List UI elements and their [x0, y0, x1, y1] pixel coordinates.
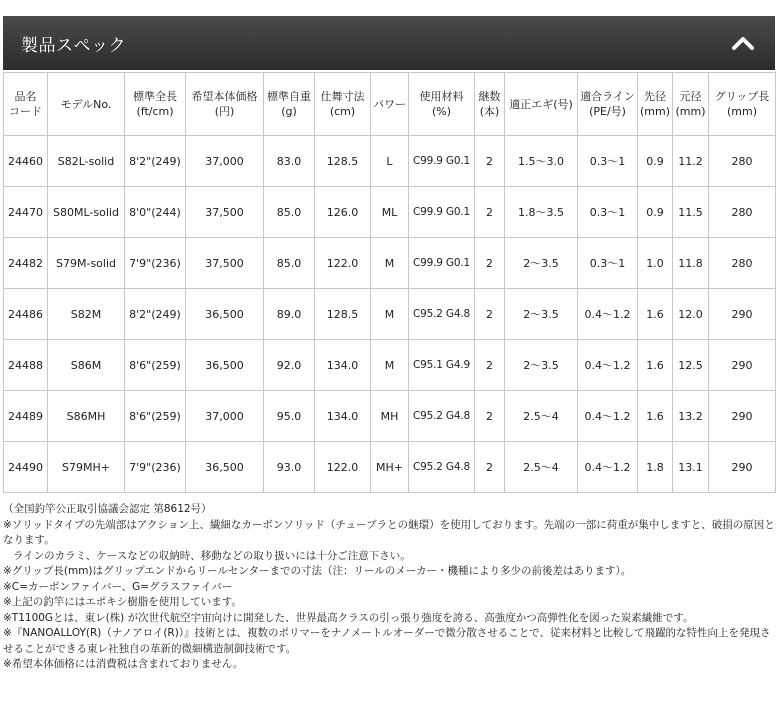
table-cell: 8'0"(244) — [125, 187, 186, 238]
table-cell: 2 — [475, 238, 505, 289]
table-cell: MH — [371, 391, 409, 442]
table-cell: 93.0 — [264, 442, 315, 493]
table-cell: 122.0 — [315, 442, 371, 493]
table-cell: 92.0 — [264, 340, 315, 391]
chevron-up-icon[interactable] — [729, 33, 757, 53]
table-cell: 0.4～1.2 — [578, 442, 638, 493]
table-cell: C95.1 G4.9 — [409, 340, 475, 391]
table-cell: 2～3.5 — [505, 289, 578, 340]
table-row — [4, 442, 776, 493]
table-cell: 37,500 — [186, 187, 264, 238]
table-cell: 128.5 — [315, 289, 371, 340]
table-cell: M — [371, 238, 409, 289]
table-cell: S80ML-solid — [48, 187, 125, 238]
table-cell: 290 — [709, 340, 776, 391]
note-t1100g: ※T1100Gとは、東レ(株) が次世代航空宇宙向けに開発した、世界最高クラスの引っ張り強度を誇る、高強度かつ高弾性化を図った炭素繊維です。 — [3, 611, 694, 624]
note-epoxy: ※上記の釣竿にはエポキシ樹脂を使用しています。 — [3, 596, 242, 608]
col-header-model: モデルNo. — [48, 73, 125, 136]
table-cell: 24490 — [4, 442, 48, 493]
table-cell: 85.0 — [264, 187, 315, 238]
table-cell: S86MH — [48, 391, 125, 442]
table-cell: 122.0 — [315, 238, 371, 289]
col-header-grip: グリップ長 (mm) — [709, 73, 776, 136]
table-cell: 2 — [475, 391, 505, 442]
note-tax: ※希望本体価格には消費税は含まれておりません。 — [3, 658, 244, 670]
table-cell: 24470 — [4, 187, 48, 238]
table-cell: 280 — [709, 238, 776, 289]
table-cell: 24489 — [4, 391, 48, 442]
table-row — [4, 340, 776, 391]
note-grip-length: ※グリップ長(mm)はグリップエンドからリールセンターまでの寸法（注：リールのメーカー・機種により多少の前後差はあります）。 — [3, 565, 632, 577]
note-material-legend: ※C=カーボンファイバー、G=グラスファイバー — [3, 580, 233, 593]
table-cell: 280 — [709, 136, 776, 187]
table-cell: 85.0 — [264, 238, 315, 289]
table-cell: 95.0 — [264, 391, 315, 442]
table-cell: 2.5～4 — [505, 442, 578, 493]
table-cell: 0.3～1 — [578, 238, 638, 289]
table-cell: 36,500 — [186, 340, 264, 391]
table-cell: 126.0 — [315, 187, 371, 238]
col-header-egi: 適正エギ(号) — [505, 73, 578, 136]
table-cell: 2 — [475, 136, 505, 187]
table-cell: 37,000 — [186, 136, 264, 187]
table-cell: C99.9 G0.1 — [409, 238, 475, 289]
note-handling: ラインのカラミ、ケースなどの収納時、移動などの取り扱いには十分ご注意下さい。 — [13, 549, 411, 562]
table-cell: 0.4～1.2 — [578, 289, 638, 340]
table-cell: S79MH+ — [48, 442, 125, 493]
table-cell: 83.0 — [264, 136, 315, 187]
table-cell: 89.0 — [264, 289, 315, 340]
table-cell: 2.5～4 — [505, 391, 578, 442]
table-row — [4, 391, 776, 442]
table-cell: 290 — [709, 289, 776, 340]
col-header-length: 標準全長 (ft/cm) — [125, 73, 186, 136]
table-cell: 8'2"(249) — [125, 289, 186, 340]
table-cell: 7'9"(236) — [125, 238, 186, 289]
table-cell: C99.9 G0.1 — [409, 187, 475, 238]
table-cell: 13.2 — [673, 391, 709, 442]
table-row — [4, 238, 776, 289]
table-cell: 1.6 — [638, 391, 673, 442]
note-solid-tip: ※ソリッドタイプの先端部はアクション上、繊細なカーボンソリッド（チューブラとの継環）を使用しております。先端の一部に荷重が集中しますと、破損の原因となります。 — [3, 518, 775, 546]
table-cell: S86M — [48, 340, 125, 391]
spec-section-header[interactable] — [3, 16, 775, 70]
col-header-line: 適合ライン (PE/号) — [578, 73, 638, 136]
col-header-price: 希望本体価格 (円) — [186, 73, 264, 136]
table-cell: 11.8 — [673, 238, 709, 289]
table-cell: S82L-solid — [48, 136, 125, 187]
table-cell: M — [371, 340, 409, 391]
note-nanoalloy: ※『NANOALLOY(R)（ナノアロイ(R)）』技術とは、複数のポリマーをナノメートルオーダーで微分散させることで、従来材料と比較して飛躍的な特性向上を発現させることができる東レ社独自の革新的微細構造制御技術です。 — [3, 627, 771, 655]
table-cell: 36,500 — [186, 442, 264, 493]
table-cell: S82M — [48, 289, 125, 340]
table-cell: 24482 — [4, 238, 48, 289]
table-cell: 134.0 — [315, 340, 371, 391]
table-cell: 8'2"(249) — [125, 136, 186, 187]
table-cell: 1.8 — [638, 442, 673, 493]
table-cell: 12.5 — [673, 340, 709, 391]
table-cell: 0.3～1 — [578, 136, 638, 187]
table-cell: 128.5 — [315, 136, 371, 187]
table-header-row — [4, 73, 776, 136]
table-cell: 13.1 — [673, 442, 709, 493]
table-cell: C95.2 G4.8 — [409, 442, 475, 493]
table-cell: ML — [371, 187, 409, 238]
table-row — [4, 187, 776, 238]
table-row — [4, 136, 776, 187]
table-cell: 134.0 — [315, 391, 371, 442]
table-cell: 0.3～1 — [578, 187, 638, 238]
table-cell: C95.2 G4.8 — [409, 289, 475, 340]
table-cell: MH+ — [371, 442, 409, 493]
table-cell: 0.4～1.2 — [578, 340, 638, 391]
table-cell: 1.0 — [638, 238, 673, 289]
col-header-closed-length: 仕舞寸法 (cm) — [315, 73, 371, 136]
note-certification: （全国釣竿公正取引協議会認定 第8612号） — [3, 503, 212, 515]
table-row — [4, 289, 776, 340]
table-cell: 0.9 — [638, 187, 673, 238]
spec-table — [3, 72, 776, 493]
col-header-pieces: 継数 (本) — [475, 73, 505, 136]
table-cell: L — [371, 136, 409, 187]
table-cell: 7'9"(236) — [125, 442, 186, 493]
table-cell: 1.6 — [638, 289, 673, 340]
table-cell: 8'6"(259) — [125, 340, 186, 391]
col-header-tip-dia: 先径 (mm) — [638, 73, 673, 136]
table-cell: 37,000 — [186, 391, 264, 442]
spec-notes — [3, 502, 775, 673]
table-cell: 2 — [475, 340, 505, 391]
table-cell: 2～3.5 — [505, 238, 578, 289]
table-cell: C99.9 G0.1 — [409, 136, 475, 187]
table-cell: 1.6 — [638, 340, 673, 391]
table-cell: 1.8～3.5 — [505, 187, 578, 238]
col-header-material: 使用材料 (%) — [409, 73, 475, 136]
table-cell: 2 — [475, 289, 505, 340]
col-header-weight: 標準自重 (g) — [264, 73, 315, 136]
col-header-code: 品名 コード — [4, 73, 48, 136]
table-cell: 2 — [475, 187, 505, 238]
table-cell: 0.9 — [638, 136, 673, 187]
table-cell: 290 — [709, 391, 776, 442]
table-cell: S79M-solid — [48, 238, 125, 289]
table-cell: 8'6"(259) — [125, 391, 186, 442]
table-cell: 37,500 — [186, 238, 264, 289]
table-cell: 12.0 — [673, 289, 709, 340]
col-header-power: パワー — [371, 73, 409, 136]
table-cell: 11.5 — [673, 187, 709, 238]
table-cell: 0.4～1.2 — [578, 391, 638, 442]
table-cell: 2 — [475, 442, 505, 493]
table-cell: 24460 — [4, 136, 48, 187]
table-cell: 36,500 — [186, 289, 264, 340]
table-cell: 11.2 — [673, 136, 709, 187]
col-header-butt-dia: 元径 (mm) — [673, 73, 709, 136]
table-cell: M — [371, 289, 409, 340]
table-cell: 1.5～3.0 — [505, 136, 578, 187]
table-cell: 2～3.5 — [505, 340, 578, 391]
section-title: 製品スペック — [21, 35, 126, 56]
table-cell: 280 — [709, 187, 776, 238]
table-cell: 24486 — [4, 289, 48, 340]
table-cell: 290 — [709, 442, 776, 493]
table-cell: 24488 — [4, 340, 48, 391]
table-cell: C95.2 G4.8 — [409, 391, 475, 442]
